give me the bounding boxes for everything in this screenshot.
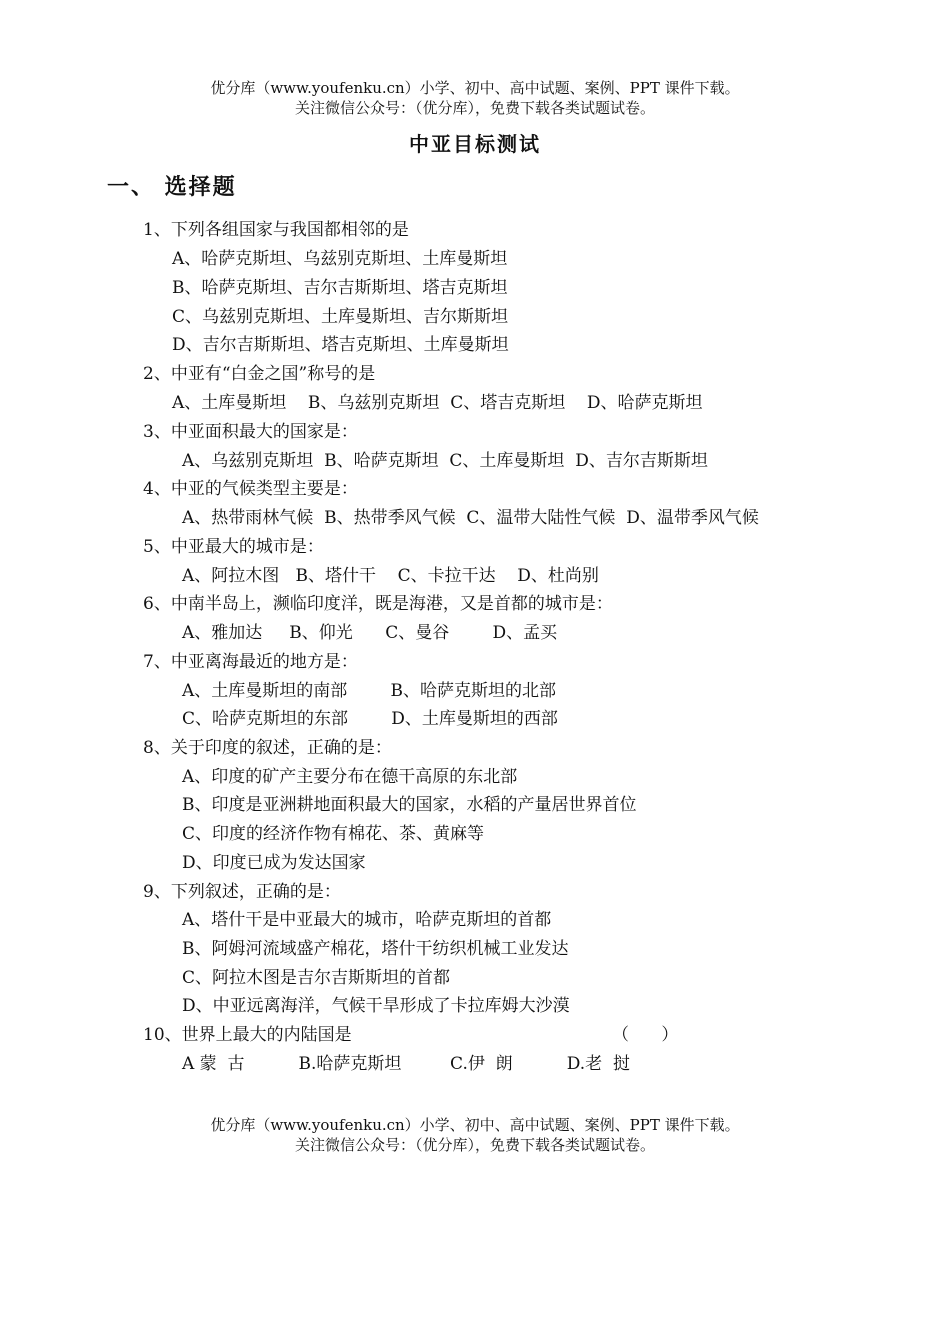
option: A、土库曼斯坦 B、乌兹别克斯坦 C、塔吉克斯坦 D、哈萨克斯坦 — [172, 393, 703, 413]
option: A 蒙 古 B.哈萨克斯坦 C.伊 朗 D.老 挝 — [182, 1054, 630, 1074]
option: A、塔什干是中亚最大的城市，哈萨克斯坦的首都 — [182, 910, 552, 930]
option: A、哈萨克斯坦、乌兹别克斯坦、土库曼斯坦 — [172, 249, 508, 269]
header-line-1: 优分库（www.youfenku.cn）小学、初中、高中试题、案例、PPT 课件下载。 — [210, 79, 740, 97]
option: A、热带雨林气候 B、热带季风气候 C、温带大陆性气候 D、温带季风气候 — [182, 508, 759, 528]
section-heading: 一、 选择题 — [107, 175, 237, 200]
question-stem: 8、关于印度的叙述，正确的是： — [143, 738, 392, 758]
header-line-2: 关注微信公众号：（优分库），免费下载各类试题试卷。 — [294, 99, 655, 117]
option: D、中亚远离海洋，气候干旱形成了卡拉库姆大沙漠 — [182, 996, 570, 1016]
answer-blank: （ ） — [612, 1025, 679, 1045]
footer-line-1: 优分库（www.youfenku.cn）小学、初中、高中试题、案例、PPT 课件下载。 — [210, 1116, 740, 1134]
option: A、雅加达 B、仰光 C、曼谷 D、孟买 — [182, 623, 558, 643]
option: C、印度的经济作物有棉花、茶、黄麻等 — [182, 824, 485, 844]
option: C、乌兹别克斯坦、土库曼斯坦、吉尔斯斯坦 — [172, 307, 509, 327]
option: B、阿姆河流域盛产棉花，塔什干纺织机械工业发达 — [182, 939, 569, 959]
option: D、印度已成为发达国家 — [182, 853, 366, 873]
option: C、哈萨克斯坦的东部 D、土库曼斯坦的西部 — [182, 709, 558, 729]
option: A、土库曼斯坦的南部 B、哈萨克斯坦的北部 — [182, 681, 556, 701]
option: A、阿拉木图 B、塔什干 C、卡拉干达 D、杜尚别 — [182, 566, 599, 586]
option: A、乌兹别克斯坦 B、哈萨克斯坦 C、土库曼斯坦 D、吉尔吉斯斯坦 — [182, 451, 708, 471]
option: B、哈萨克斯坦、吉尔吉斯斯坦、塔吉克斯坦 — [172, 278, 508, 298]
question-stem: 5、中亚最大的城市是： — [143, 537, 324, 557]
footer-line-2: 关注微信公众号：（优分库），免费下载各类试题试卷。 — [294, 1136, 655, 1154]
question-stem: 9、下列叙述，正确的是： — [143, 882, 341, 902]
option: C、阿拉木图是吉尔吉斯斯坦的首都 — [182, 968, 451, 988]
question-stem: 6、中南半岛上，濒临印度洋，既是海港，又是首都的城市是： — [143, 594, 613, 614]
option: A、印度的矿产主要分布在德干高原的东北部 — [182, 767, 518, 787]
option: D、吉尔吉斯斯坦、塔吉克斯坦、土库曼斯坦 — [172, 335, 509, 355]
question-stem: 2、中亚有“白金之国”称号的是 — [143, 364, 376, 384]
question-stem: 1、下列各组国家与我国都相邻的是 — [143, 220, 409, 240]
page-title: 中亚目标测试 — [409, 132, 541, 156]
question-stem: 10、世界上最大的内陆国是 — [143, 1025, 352, 1045]
option: B、印度是亚洲耕地面积最大的国家，水稻的产量居世界首位 — [182, 795, 637, 815]
question-stem: 7、中亚离海最近的地方是： — [143, 652, 358, 672]
question-stem: 4、中亚的气候类型主要是： — [143, 479, 358, 499]
question-stem: 3、中亚面积最大的国家是： — [143, 422, 358, 442]
